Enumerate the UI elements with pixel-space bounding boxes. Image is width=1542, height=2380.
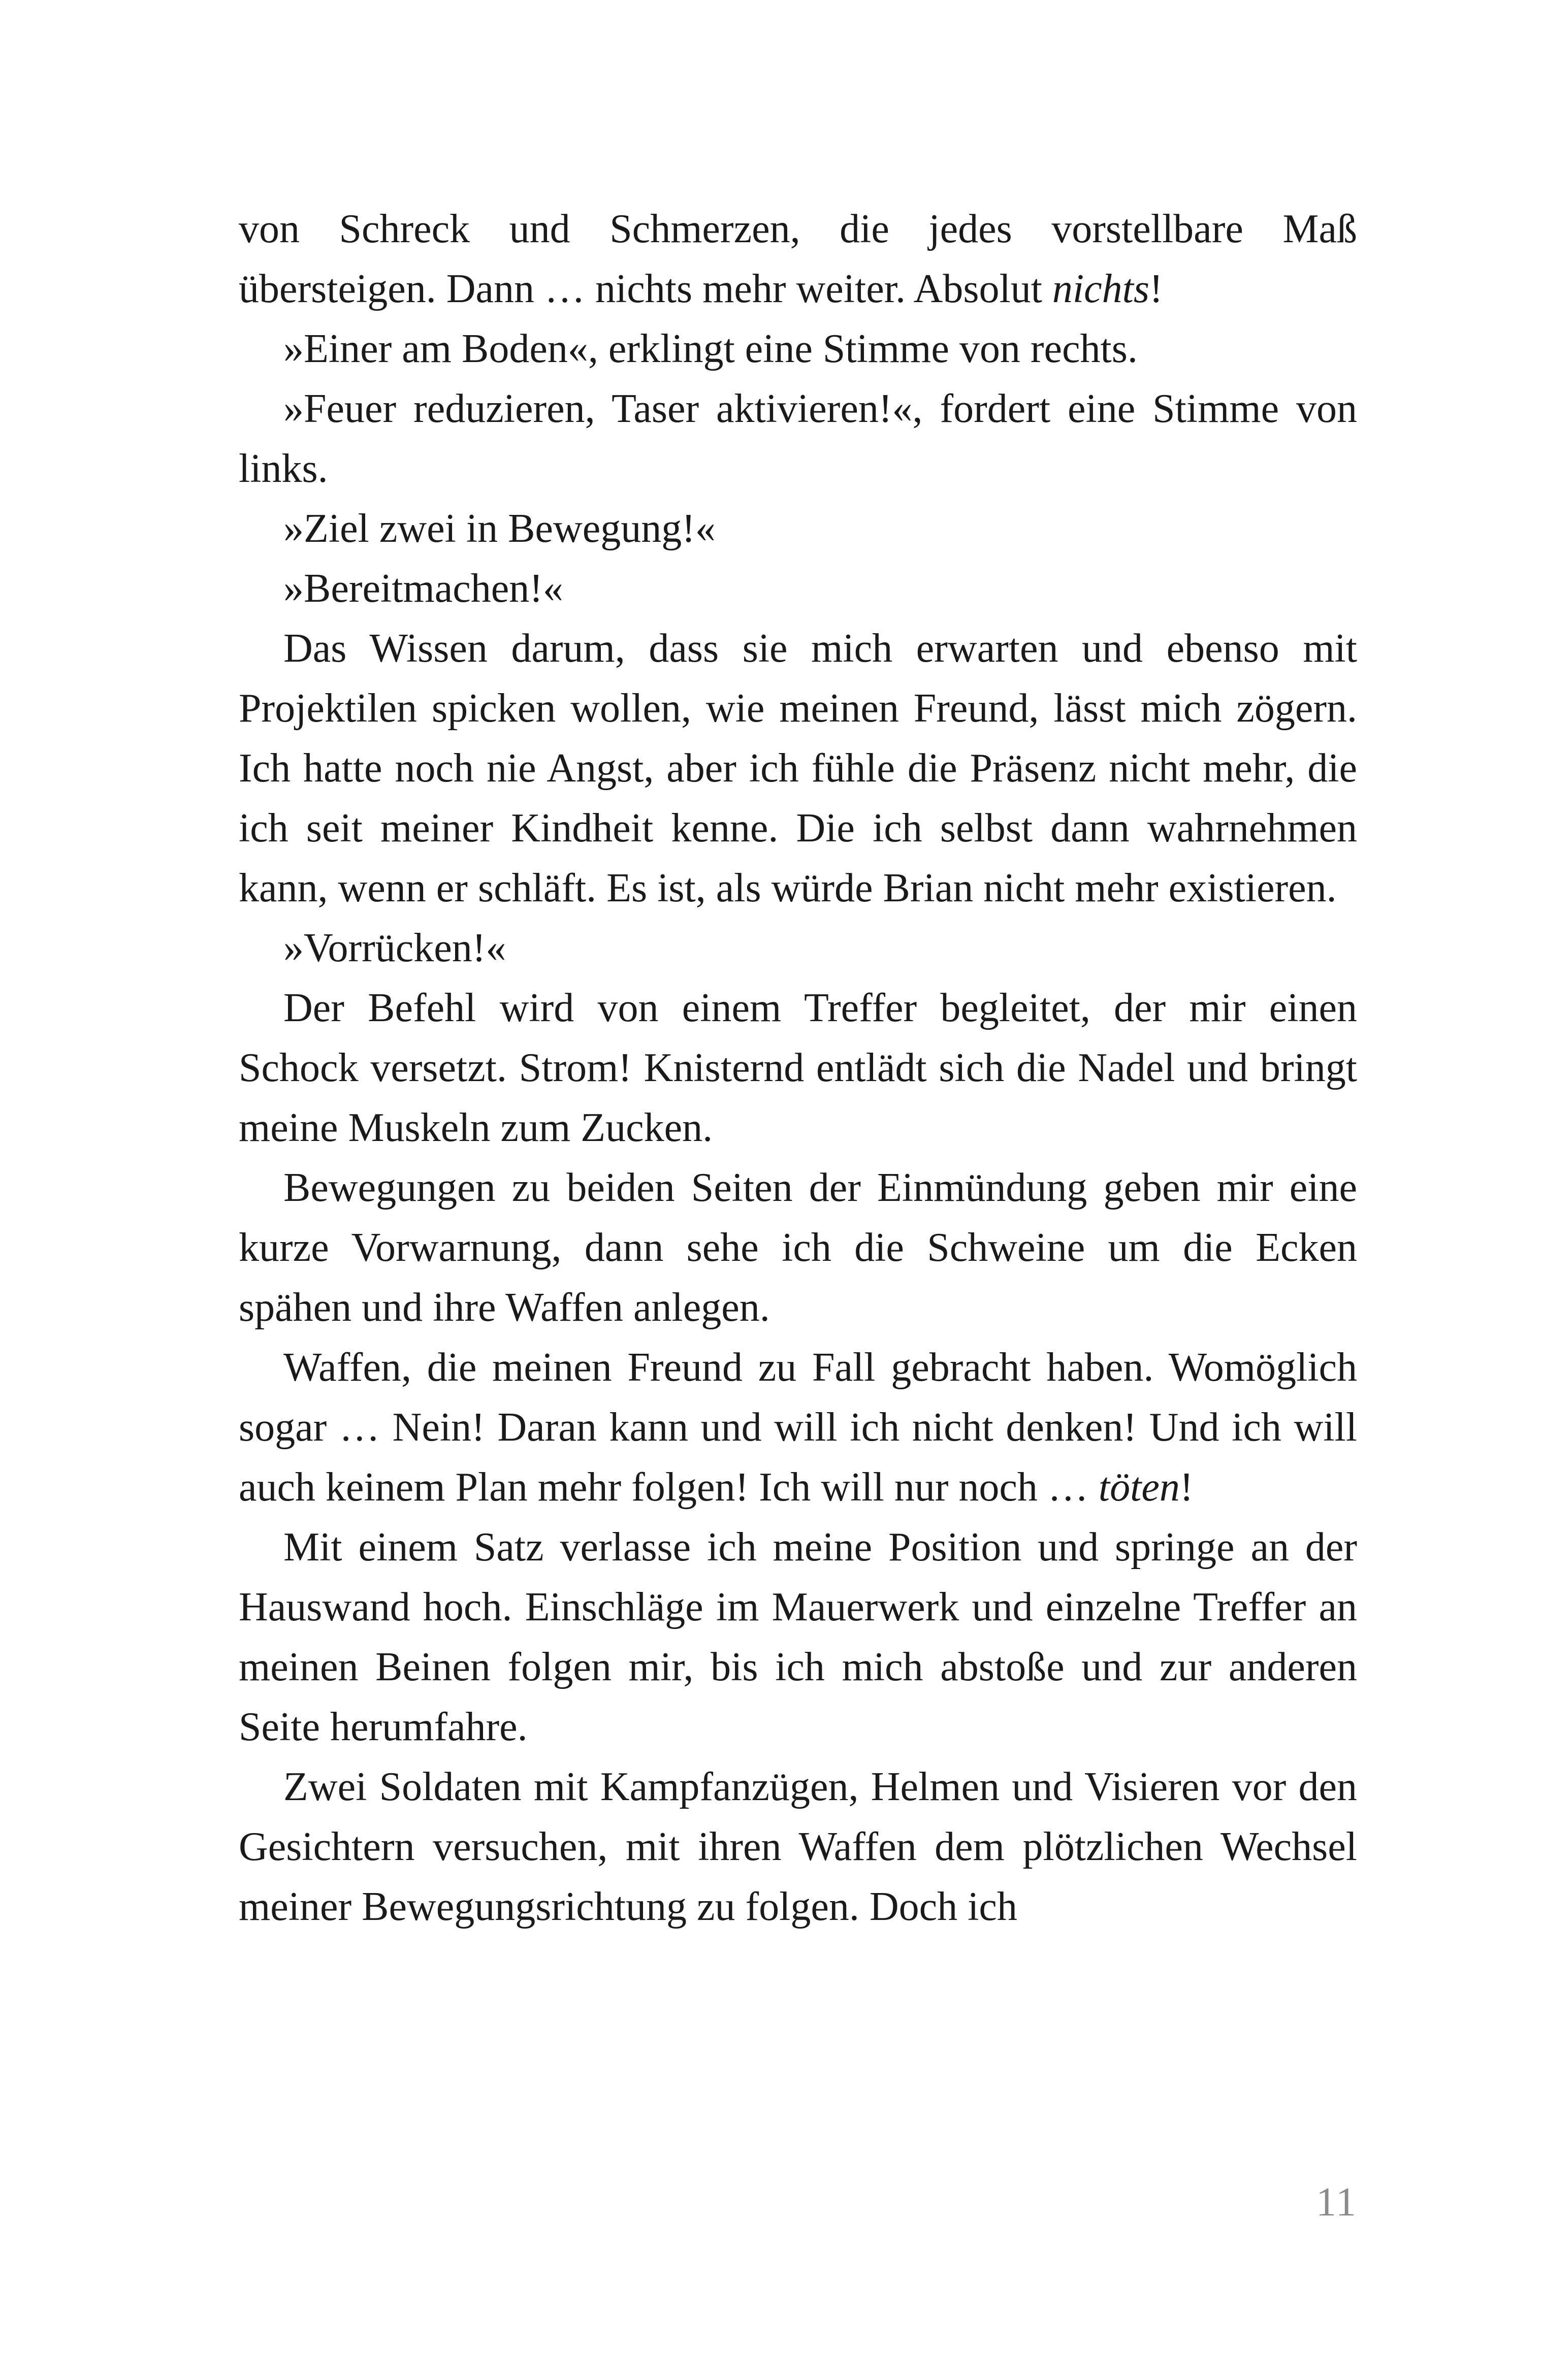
paragraph bbox=[239, 1338, 1357, 1517]
text-segment: Waffen, die meinen Freund zu Fall gebracht haben. Womöglich sogar … Nein! Daran kann und will ich nicht denken! Und ich will auch keinem Plan mehr folgen! Ich will nur noch … bbox=[239, 1345, 1357, 1510]
text-segment: von Schreck und Schmerzen, die jedes vorstellbare Maß übersteigen. Dann … nichts mehr weiter. Absolut bbox=[239, 207, 1357, 311]
paragraph bbox=[239, 319, 1357, 379]
paragraph bbox=[239, 499, 1357, 559]
text-segment: »Vorrücken!« bbox=[283, 926, 506, 970]
text-segment: »Ziel zwei in Bewegung!« bbox=[283, 506, 716, 551]
paragraph bbox=[239, 1517, 1357, 1757]
paragraph bbox=[239, 618, 1357, 918]
text-segment: Das Wissen darum, dass sie mich erwarten und ebenso mit Projektilen spicken wollen, wie meinen Freund, lässt mich zögern. Ich hatte noch nie Angst, aber ich fühle die Präsenz nicht mehr, die ich seit meiner Kindheit kenne. Die ich selbst dann wahrnehmen kann, wenn er schläft. Es ist, als würde Brian nicht mehr existieren. bbox=[239, 626, 1357, 910]
paragraph bbox=[239, 199, 1357, 319]
paragraph bbox=[239, 379, 1357, 499]
text-segment: »Bereitmachen!« bbox=[283, 566, 563, 611]
text-segment: Bewegungen zu beiden Seiten der Einmündung geben mir eine kurze Vorwarnung, dann sehe ich die Schweine um die Ecken spähen und ihre Waffen anlegen. bbox=[239, 1165, 1357, 1330]
text-segment: »Feuer reduzieren, Taser aktivieren!«, fordert eine Stimme von links. bbox=[239, 386, 1357, 491]
body-text bbox=[239, 199, 1357, 1937]
italic-text: nichts bbox=[1052, 267, 1150, 311]
paragraph bbox=[239, 1757, 1357, 1937]
paragraph bbox=[239, 559, 1357, 618]
paragraph bbox=[239, 1158, 1357, 1338]
text-segment: Der Befehl wird von einem Treffer begleitet, der mir einen Schock versetzt. Strom! Knisternd entlädt sich die Nadel und bringt meine Muskeln zum Zucken. bbox=[239, 986, 1357, 1150]
text-segment: ! bbox=[1149, 267, 1163, 311]
text-segment: »Einer am Boden«, erklingt eine Stimme von rechts. bbox=[283, 327, 1138, 371]
text-segment: Mit einem Satz verlasse ich meine Position und springe an der Hauswand hoch. Einschläge im Mauerwerk und einzelne Treffer an meinen Beinen folgen mir, bis ich mich abstoße und zur anderen Seite herumfahre. bbox=[239, 1525, 1357, 1749]
paragraph bbox=[239, 918, 1357, 978]
text-segment: Zwei Soldaten mit Kampfanzügen, Helmen und Visieren vor den Gesichtern versuchen, mit ihren Waffen dem plötzlichen Wechsel meiner Bewegungsrichtung zu folgen. Doch ich bbox=[239, 1765, 1357, 1929]
paragraph bbox=[239, 978, 1357, 1158]
italic-text: töten bbox=[1098, 1465, 1180, 1510]
page-number: 11 bbox=[1315, 2180, 1357, 2225]
text-segment: ! bbox=[1179, 1465, 1194, 1510]
